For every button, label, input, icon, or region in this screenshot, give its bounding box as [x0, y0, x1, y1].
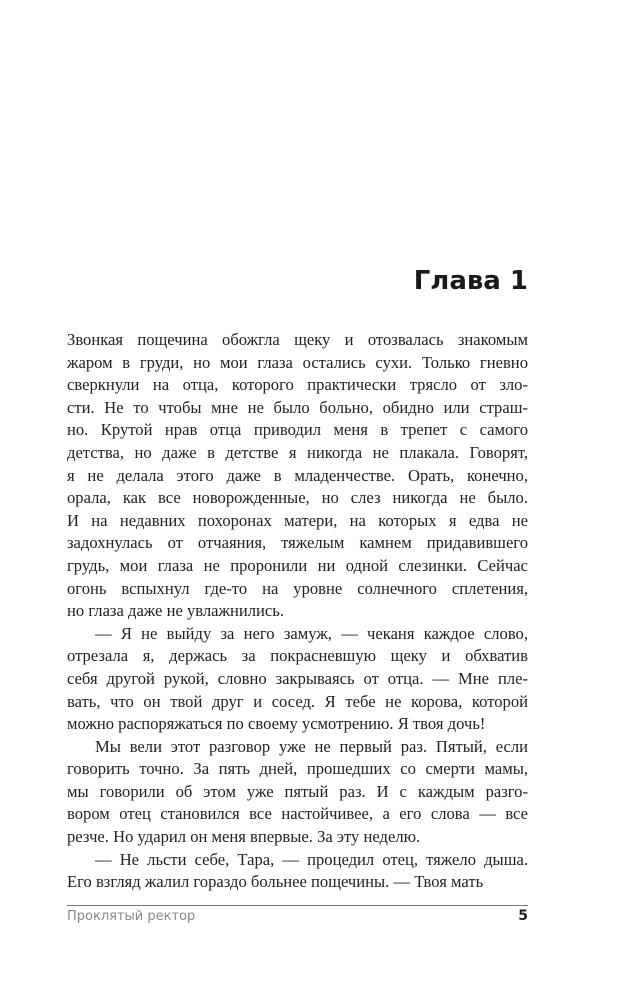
- text-line: сверкнули на отца, которого практически трясло от зло-: [67, 375, 528, 395]
- text-line: отрезала я, держась за покрасневшую щеку и обхватив: [67, 646, 528, 666]
- text-line: огонь вспыхнул где-то на уровне солнечного сплетения,: [67, 578, 528, 598]
- text-line: резче. Но ударил он меня впервые. За эту неделю.: [67, 827, 421, 847]
- text-line: вать, что он твой друг и сосед. Я тебе не корова, которой: [67, 691, 528, 711]
- text-line: жаром в груди, но мои глаза остались сухи. Только гневно: [67, 352, 528, 372]
- running-footer-title: Проклятый ректор: [67, 909, 196, 924]
- text-line: вором отец становился все настойчивее, а его слова — все: [67, 804, 528, 824]
- text-line: — Я не выйду за него замуж, — чеканя каждое слово,: [95, 623, 528, 643]
- text-line: Мы вели этот разговор уже не первый раз. Пятый, если: [95, 736, 528, 756]
- text-line: сти. Не то чтобы мне не было больно, обидно или страш-: [67, 397, 528, 417]
- paragraph: [67, 849, 528, 894]
- text-line: я не делала этого даже в младенчестве. Орать, конечно,: [67, 465, 528, 485]
- paragraph: [67, 329, 528, 623]
- text-line: задохнулась от отчаяния, тяжелым камнем придавившего: [67, 533, 528, 553]
- text-line: детства, но даже в детстве я никогда не плакала. Говорят,: [67, 442, 528, 462]
- body-text: [67, 329, 528, 894]
- paragraph: [67, 736, 528, 849]
- text-line: И на недавних похоронах матери, на которых я едва не: [67, 510, 528, 530]
- text-line: Его взгляд жалил гораздо больнее пощечины. — Твоя мать: [67, 872, 484, 892]
- text-line: можно распоряжаться по своему усмотрению. Я твоя дочь!: [67, 714, 486, 734]
- text-line: себя другой рукой, словно закрываясь от отца. — Мне пле-: [67, 668, 528, 688]
- footer-divider: [67, 905, 528, 906]
- text-line: мы говорили об этом уже пятый раз. И с каждым разго-: [67, 781, 528, 801]
- chapter-title: Глава 1: [413, 266, 528, 296]
- paragraph: [67, 623, 528, 736]
- page-number: 5: [518, 908, 528, 924]
- text-line: говорить точно. За пять дней, прошедших со смерти мамы,: [67, 759, 528, 779]
- text-line: грудь, мои глаза не проронили ни одной слезинки. Сейчас: [67, 555, 528, 575]
- text-line: — Не льсти себе, Тара, — процедил отец, тяжело дыша.: [95, 849, 528, 869]
- text-line: но. Крутой нрав отца приводил меня в трепет с самого: [67, 420, 528, 440]
- text-line: но глаза даже не увлажнились.: [67, 601, 284, 621]
- text-line: Звонкая пощечина обожгла щеку и отозвалась знакомым: [67, 330, 528, 349]
- text-line: орала, как все новорожденные, но слез никогда не было.: [67, 488, 528, 508]
